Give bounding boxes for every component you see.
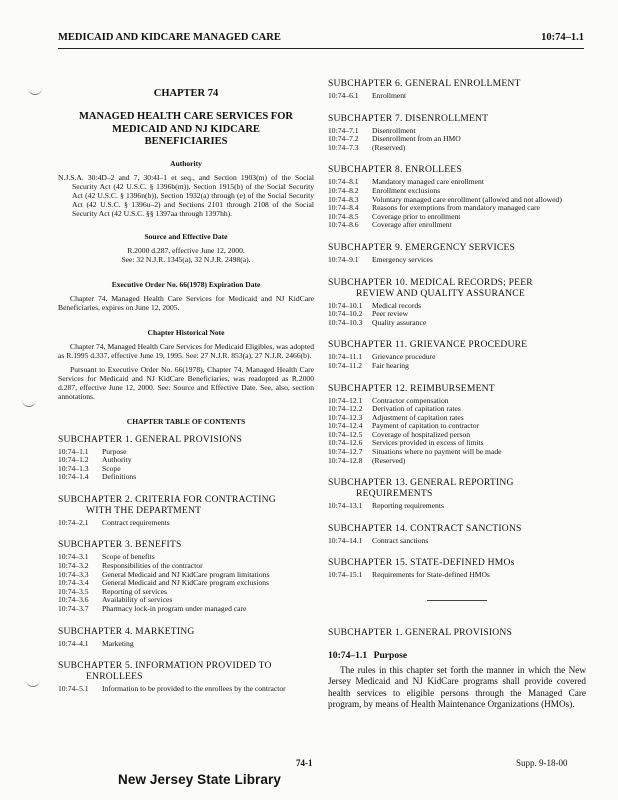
toc-entry-number: 10:74–1.3: [58, 463, 89, 473]
margin-mark: [28, 88, 42, 95]
toc-subchapter: [328, 339, 586, 370]
toc-entry-number: 10:74–10.2: [328, 309, 363, 319]
toc-subchapter: [328, 557, 586, 580]
toc-entry-title: Information to be provided to the enrollees by the contractor: [102, 684, 286, 694]
toc-entry-title: Services provided in excess of limits: [372, 438, 484, 448]
left-column: [58, 60, 314, 694]
toc-subchapter: [328, 523, 586, 546]
toc-subchapter: [58, 626, 314, 649]
toc-entry: [58, 473, 314, 482]
toc-entry: [328, 135, 586, 144]
toc-entry: [328, 178, 586, 187]
history-paragraph: Chapter 74, Managed Health Care Services for Medicaid Eligibles, was adopted as R.1995 d.337, effective June 19, 1995. See: 27 N.J.R. 853(a), 27 N.J.R. 2466(b).: [58, 341, 314, 360]
toc-entry-title: Voluntary managed care enrollment (allowed and not allowed): [372, 194, 562, 204]
history-heading: Chapter Historical Note: [147, 327, 225, 337]
toc-subchapter: [328, 477, 586, 511]
toc-entry: [58, 588, 314, 597]
toc-subchapter-title: SUBCHAPTER 9. EMERGENCY SERVICES: [328, 241, 516, 253]
toc-entry-title: Contract sanctions: [372, 535, 429, 545]
toc-entry-title: Mandatory managed care enrollment: [372, 177, 484, 187]
toc-entry-title: Requirements for State-defined HMOs: [372, 570, 490, 580]
toc-entry-title: Grievance procedure: [372, 352, 436, 362]
toc-entry: [58, 465, 314, 474]
toc-entry-title: Availability of services: [102, 595, 173, 605]
toc-entry: [58, 519, 314, 528]
toc-entry-title: Adjustment of capitation rates: [372, 412, 464, 422]
toc-entry-title: Contractor compensation: [372, 395, 449, 405]
toc-entry-number: 10:74–2.1: [58, 517, 89, 527]
toc-entry-title: Pharmacy lock-in program under managed care: [102, 604, 247, 614]
toc-entry-title: Reasons for exemptions from mandatory managed care: [372, 203, 540, 213]
toc-subchapter: [328, 383, 586, 466]
toc-entry-title: Scope: [102, 463, 121, 473]
toc-entry: [328, 144, 586, 153]
toc-entry-number: 10:74–8.3: [328, 194, 359, 204]
toc-entry-title: Reporting of services: [102, 586, 167, 596]
toc-entry-title: Situations where no payment will be made: [372, 447, 502, 457]
toc-subchapter: [328, 242, 586, 265]
toc-entry-title: Payment of capitation to contractor: [372, 421, 480, 431]
toc-entry: [328, 362, 586, 371]
toc-subchapter-title: REQUIREMENTS: [356, 488, 433, 500]
toc-entry: [58, 456, 314, 465]
toc-subchapter: [328, 78, 586, 101]
toc-entry-number: 10:74–15.1: [328, 570, 363, 580]
toc-entry: [328, 457, 586, 466]
toc-entry: [328, 302, 586, 311]
toc-subchapter-title: SUBCHAPTER 8. ENROLLEES: [328, 164, 462, 176]
toc-entry: [328, 502, 586, 511]
toc-subchapter-title: SUBCHAPTER 13. GENERAL REPORTING: [328, 477, 514, 489]
supplement-date: Supp. 9-18-00: [516, 758, 568, 768]
toc-entry: [58, 640, 314, 649]
body-subchapter-heading: SUBCHAPTER 1. GENERAL PROVISIONS: [328, 627, 513, 639]
toc-entry-title: Coverage of hospitalized person: [372, 429, 471, 439]
toc-entry: [328, 213, 586, 222]
toc-entry-number: 10:74–3.2: [58, 561, 89, 571]
toc-entry-number: 10:74–6.1: [328, 91, 359, 100]
toc-entry-number: 10:74–13.1: [328, 501, 363, 511]
toc-entry-number: 10:74–5.1: [58, 684, 89, 694]
toc-entry: [328, 448, 586, 457]
toc-entry: [328, 92, 586, 101]
toc-entry-number: 10:74–12.6: [328, 438, 363, 448]
toc-subchapter-title: ENROLLEES: [86, 671, 143, 683]
toc-entry-number: 10:74–12.5: [328, 429, 363, 439]
toc-entry-number: 10:74–1.1: [58, 446, 89, 456]
toc-subchapter-title: SUBCHAPTER 3. BENEFITS: [58, 539, 182, 551]
authority-heading: Authority: [170, 158, 202, 168]
toc-subchapter-title: SUBCHAPTER 4. MARKETING: [58, 625, 195, 637]
toc-subchapter: [328, 164, 586, 230]
margin-mark: [22, 400, 36, 407]
chapter-title-line: BENEFICIARIES: [144, 136, 228, 147]
toc-entry-title: Emergency services: [372, 254, 433, 264]
toc-entry-number: 10:74–7.2: [328, 134, 359, 144]
toc-entry-number: 10:74–12.8: [328, 455, 363, 465]
toc-entry-title: Enrollment: [372, 91, 407, 100]
section-text: The rules in this chapter set forth the manner in which the New Jersey Medicaid and NJ KidCare programs shall provide covered health services to eligible persons through the Managed Care program, by means of Health Maintenance Organizations (HMOs).: [328, 665, 586, 709]
toc-entry-number: 10:74–1.2: [58, 455, 89, 465]
section-separator: [427, 600, 487, 601]
authority-text: N.J.S.A. 30:4D–2 and 7, 30:4I–1 et seq., and Section 1903(m) of the Social Security Act (42 U.S.C. § 1396b(m)), Section 1915(b) of the Social Security Act (42 U.S.C. § 1396n(b)), Section 1932(a) through (e) of the Social Security Act (42 U.S.C. § 1396u–2) and Sections 2101 through 2108 of the Social Security Act (42 U.S.C. §§ 1397aa through 1397hh).: [58, 172, 314, 218]
toc-entry-number: 10:74–4.1: [58, 638, 89, 648]
toc-entry-number: 10:74–12.3: [328, 412, 363, 422]
toc-entry-title: (Reserved): [372, 142, 406, 152]
running-header: [58, 32, 584, 46]
page-number: 74-1: [296, 758, 313, 768]
toc-subchapter-title: SUBCHAPTER 15. STATE-DEFINED HMOs: [328, 557, 515, 569]
toc-entry-title: Definitions: [102, 472, 137, 482]
toc-subchapter-title: SUBCHAPTER 12. REIMBURSEMENT: [328, 382, 495, 394]
toc-subchapter-title: WITH THE DEPARTMENT: [86, 504, 202, 516]
expiration-heading: Executive Order No. 66(1978) Expiration Date: [111, 279, 261, 289]
toc-entry-number: 10:74–3.1: [58, 552, 89, 562]
chapter-number: CHAPTER 74: [153, 88, 219, 99]
library-stamp: New Jersey State Library: [118, 772, 281, 787]
toc-entry-title: Contract requirements: [102, 517, 170, 527]
toc-entry-title: Enrollment exclusions: [372, 185, 441, 195]
toc-entry-title: Reporting requirements: [372, 501, 444, 511]
toc-entry-title: Scope of benefits: [102, 552, 155, 562]
toc-entry-number: 10:74–11.1: [328, 352, 363, 362]
toc-entry-number: 10:74–8.6: [328, 220, 359, 230]
toc-subchapter-title: SUBCHAPTER 14. CONTRACT SANCTIONS: [328, 522, 522, 534]
chapter-title: [58, 111, 314, 149]
section-title: Purpose: [373, 650, 408, 662]
toc-entry-number: 10:74–3.6: [58, 595, 89, 605]
toc-entry: [328, 310, 586, 319]
toc-entry: [58, 685, 314, 694]
toc-entry-title: Disenrollment: [372, 125, 416, 135]
source-heading: Source and Effective Date: [144, 231, 228, 241]
toc-entry-title: Disenrollment from an HMO: [372, 134, 461, 144]
toc-entry-number: 10:74–12.7: [328, 447, 363, 457]
toc-subchapter-title: SUBCHAPTER 2. CRITERIA FOR CONTRACTING: [58, 493, 276, 505]
toc-entry: [58, 579, 314, 588]
toc-entry-number: 10:74–8.5: [328, 211, 359, 221]
chapter-title-line: MANAGED HEALTH CARE SERVICES FOR: [79, 111, 293, 122]
toc-entry-number: 10:74–14.1: [328, 535, 363, 545]
toc-entry-number: 10:74–8.2: [328, 185, 359, 195]
source-line: R.2000 d.287, effective June 12, 2000.: [127, 245, 245, 255]
toc-entry-title: Coverage after enrollment: [372, 220, 452, 230]
toc-entry-title: General Medicaid and NJ KidCare program limitations: [102, 569, 270, 579]
toc-entry-number: 10:74–10.1: [328, 300, 363, 310]
toc-entry-number: 10:74–7.1: [328, 125, 359, 135]
right-column: [328, 78, 586, 710]
toc-entry-title: Medical records: [372, 300, 422, 310]
toc-subchapter: [58, 539, 314, 613]
toc-entry-number: 10:74–8.1: [328, 177, 359, 187]
toc-entry-number: 10:74–1.4: [58, 472, 89, 482]
toc-entry-number: 10:74–12.2: [328, 404, 363, 414]
toc-subchapter: [58, 434, 314, 482]
source-citation: See: 32 N.J.R. 1345(a), 32 N.J.R. 2498(a).: [121, 254, 251, 264]
toc-subchapter-title: SUBCHAPTER 7. DISENROLLMENT: [328, 112, 489, 124]
toc-entry-title: Purpose: [102, 446, 127, 456]
toc-entry: [58, 605, 314, 614]
header-title: MEDICAID AND KIDCARE MANAGED CARE: [58, 32, 281, 43]
toc-entry-title: Quality assurance: [372, 317, 427, 327]
toc-entry-number: 10:74–12.4: [328, 421, 363, 431]
toc-entry-number: 10:74–11.2: [328, 360, 363, 370]
toc-entry-title: Fair hearing: [372, 360, 409, 370]
header-section: 10:74–1.1: [541, 32, 584, 43]
toc-entry-number: 10:74–3.3: [58, 569, 89, 579]
toc-entry-title: Responsibilities of the contractor: [102, 561, 203, 571]
history-paragraph: Pursuant to Executive Order No. 66(1978), Chapter 74, Managed Health Care Services for Medicaid and NJ KidCare Beneficiaries, was readopted as R.2000 d.287, effective June 12, 2000. See: Source and Effective Date. See, also, section annotations.: [58, 364, 314, 401]
toc-subchapter: [58, 494, 314, 528]
expiration-text: Chapter 74, Managed Health Care Services for Medicaid and NJ KidCare Beneficiaries, expires on June 12, 2005.: [58, 293, 314, 312]
toc-subchapter-title: SUBCHAPTER 5. INFORMATION PROVIDED TO: [58, 660, 272, 672]
section-heading: [328, 650, 586, 661]
toc-entry-number: 10:74–12.1: [328, 395, 363, 405]
toc-entry: [328, 571, 586, 580]
toc-entry-title: General Medicaid and NJ KidCare program exclusions: [102, 578, 270, 588]
right-toc: [328, 78, 586, 580]
toc-subchapter-title: SUBCHAPTER 11. GRIEVANCE PROCEDURE: [328, 339, 528, 351]
toc-entry-title: Authority: [102, 455, 132, 465]
toc-subchapter: [328, 113, 586, 153]
toc-entry-number: 10:74–3.5: [58, 586, 89, 596]
margin-mark: [26, 680, 40, 687]
chapter-title-line: MEDICAID AND NJ KIDCARE: [112, 123, 260, 135]
header-rule: [58, 48, 584, 49]
toc-heading: CHAPTER TABLE OF CONTENTS: [126, 416, 246, 426]
toc-entry-title: Marketing: [102, 638, 134, 648]
toc-entry: [328, 319, 586, 328]
toc-entry: [328, 353, 586, 362]
section-number: 10:74–1.1: [328, 650, 368, 662]
toc-subchapter-title: REVIEW AND QUALITY ASSURANCE: [356, 287, 525, 299]
toc-subchapter-title: SUBCHAPTER 10. MEDICAL RECORDS; PEER: [328, 276, 533, 288]
toc-entry-number: 10:74–9.1: [328, 254, 359, 264]
toc-entry-number: 10:74–3.7: [58, 604, 89, 614]
toc-entry: [328, 256, 586, 265]
toc-entry: [328, 221, 586, 230]
toc-entry-title: (Reserved): [372, 455, 406, 465]
toc-entry-number: 10:74–7.3: [328, 142, 359, 152]
toc-subchapter: [328, 277, 586, 328]
toc-entry-title: Coverage prior to enrollment: [372, 211, 461, 221]
toc-entry-number: 10:74–8.4: [328, 203, 359, 213]
toc-subchapter: [58, 660, 314, 694]
toc-entry-number: 10:74–3.4: [58, 578, 89, 588]
toc-subchapter-title: SUBCHAPTER 6. GENERAL ENROLLMENT: [328, 78, 521, 89]
toc-subchapter-title: SUBCHAPTER 1. GENERAL PROVISIONS: [58, 433, 243, 445]
left-toc: [58, 434, 314, 694]
toc-entry-number: 10:74–10.3: [328, 317, 363, 327]
toc-entry-title: Derivation of capitation rates: [372, 404, 461, 414]
toc-entry-title: Peer review: [372, 309, 409, 319]
toc-entry: [58, 448, 314, 457]
toc-entry: [328, 537, 586, 546]
